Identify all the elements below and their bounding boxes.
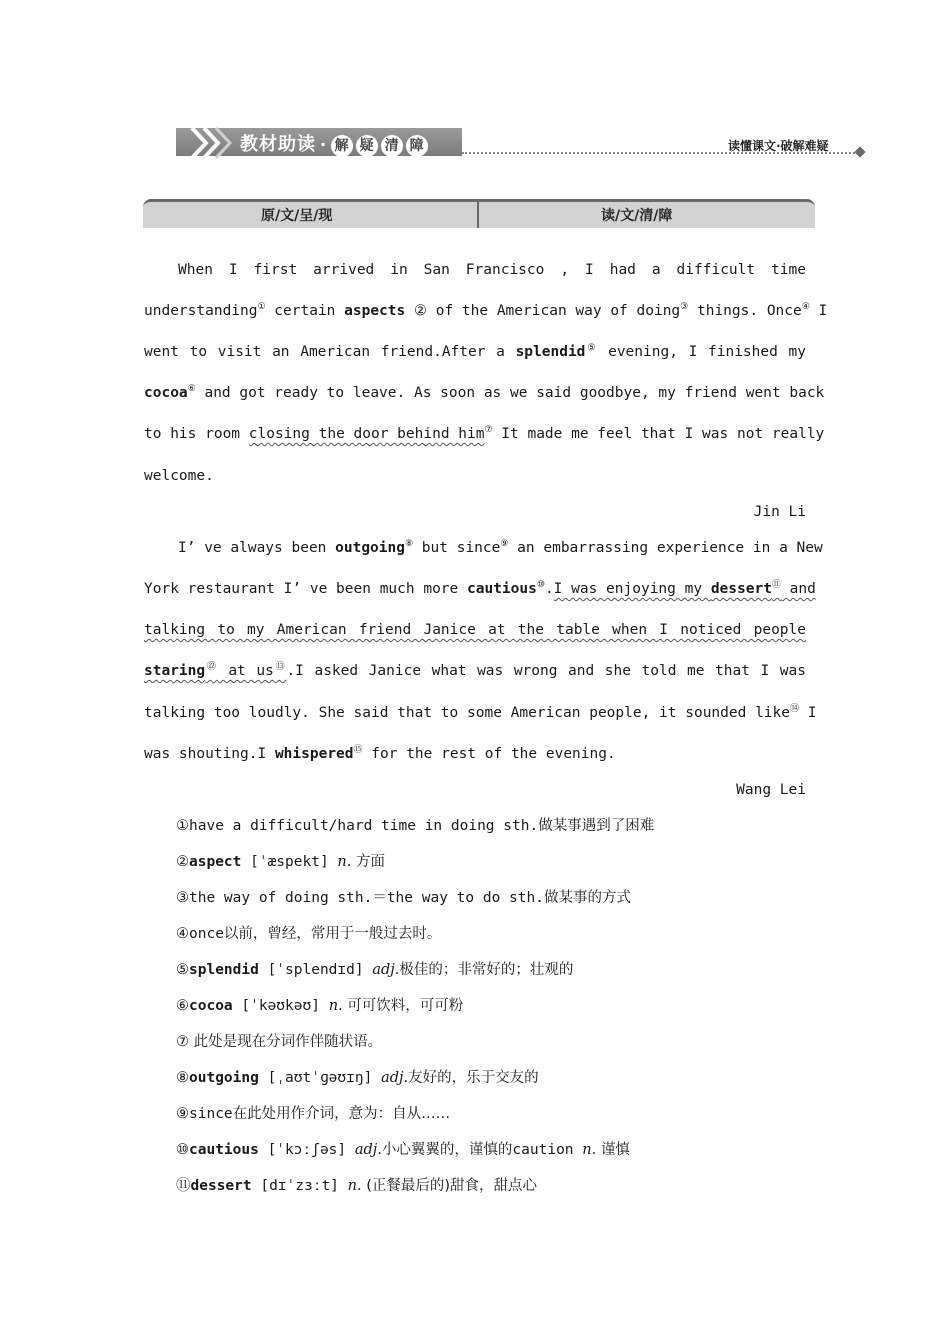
note-number: ③	[176, 890, 189, 906]
text-run: I was enjoying my	[553, 581, 711, 597]
text-run: was shouting.I	[144, 746, 275, 762]
note-english: the way of doing sth.＝the way to do sth.	[189, 890, 544, 906]
note-chinese: (正餐最后的)甜食，甜点心	[361, 1178, 538, 1194]
note-chinese: 在此处用作介词，意为：自从……	[232, 1106, 451, 1122]
passage2-line	[144, 661, 806, 681]
text-run: ② of the American way of doing	[405, 303, 681, 319]
note-pronunciation: [ˈkɔːʃəs]	[258, 1142, 355, 1158]
text-run: York restaurant I’ ve been much more	[144, 581, 468, 597]
note-item	[176, 960, 573, 980]
note-marker: ①	[257, 302, 266, 313]
note-item	[176, 1032, 382, 1052]
note-chinese: 极佳的；非常好的；壮观的	[399, 962, 574, 978]
note-number: ⑩	[176, 1142, 189, 1158]
text-run: I’ ve always been	[178, 540, 336, 556]
wavy-underlined-phrase: talking to my American friend Janice at the table when I noticed people	[144, 622, 806, 638]
note-chinese: 做某事遇到了困难	[538, 818, 655, 834]
note-item	[176, 1140, 630, 1160]
note-word: cautious	[189, 1142, 259, 1158]
text-run: I	[799, 705, 817, 721]
note-part-of-speech: n.	[328, 998, 343, 1014]
note-chinese: 以前，曾经，常用于一般过去时。	[223, 926, 442, 942]
banner-subtitle: 读懂课文·破解难疑	[728, 139, 829, 153]
note-part-of-speech: n.	[337, 854, 352, 870]
passage1-line	[144, 342, 806, 362]
wavy-underlined-phrase	[554, 581, 816, 597]
note-marker: ⑭	[790, 704, 800, 715]
text-run: I	[809, 303, 828, 319]
passage1-author: Jin Li	[753, 504, 806, 520]
keyword: dessert	[710, 581, 772, 597]
note-item	[176, 852, 385, 872]
keyword: staring	[144, 663, 206, 679]
passage2-line	[144, 620, 806, 640]
note-part-of-speech: n.	[582, 1142, 597, 1158]
note-marker: ⑥	[187, 384, 196, 395]
note-english: since	[189, 1106, 233, 1122]
note-number: ①	[176, 818, 189, 834]
text-run: talking too loudly. She said that to some American people, it sounded like	[144, 705, 791, 721]
note-word: dessert	[190, 1178, 252, 1194]
passage1-line	[144, 383, 825, 403]
note-pronunciation: [ˈsplendɪd]	[258, 962, 373, 978]
note-number: ⑧	[176, 1070, 189, 1086]
note-chinese: 此处是现在分词作伴随状语。	[189, 1034, 383, 1050]
text-run: evening, I finished my	[597, 344, 806, 360]
note-item	[176, 888, 631, 908]
header-reading-notes: 读/文/清/障	[601, 208, 673, 224]
text-run: to his room	[144, 426, 249, 442]
note-marker: ⑬	[273, 662, 287, 673]
note-item	[176, 996, 463, 1016]
banner-title-text: 教材助读	[240, 134, 316, 155]
chevron-right-icon	[186, 126, 246, 160]
note-marker: ⑦	[484, 425, 493, 436]
note-chinese: 方面	[351, 854, 385, 870]
text-run: understanding	[144, 303, 258, 319]
banner-separator: ·	[320, 135, 328, 154]
passage1-line: welcome.	[144, 468, 214, 484]
text-run: .I asked Janice what was wrong and she told me that I was	[286, 663, 806, 679]
banner-char: 解	[331, 135, 353, 157]
passage2-author: Wang Lei	[736, 782, 806, 798]
note-number: ④	[176, 926, 189, 942]
note-chinese: 小心翼翼的，谨慎的	[381, 1142, 513, 1158]
text-run: and got ready to leave. As soon as we said goodbye, my friend went back	[195, 385, 825, 401]
note-pronunciation: [ˌaʊtˈɡəʊɪŋ]	[258, 1070, 382, 1086]
note-part-of-speech: adj.	[354, 1142, 382, 1158]
note-word: cocoa	[189, 998, 233, 1014]
note-marker: ③	[680, 302, 689, 313]
note-marker: ⑩	[536, 580, 545, 591]
note-number: ⑥	[176, 998, 189, 1014]
banner-char: 疑	[356, 135, 378, 157]
note-marker: ⑤	[585, 343, 598, 354]
text-run: went to visit an American friend.After a	[144, 344, 516, 360]
passage1-line	[144, 424, 825, 444]
wavy-underlined-phrase: closing the door behind him	[248, 426, 485, 442]
note-item	[176, 1176, 537, 1196]
note-number: ⑨	[176, 1106, 189, 1122]
note-item	[176, 1104, 450, 1124]
diamond-icon	[854, 146, 865, 157]
passage2-line	[144, 579, 816, 599]
note-marker: ④	[801, 302, 810, 313]
text-run: It made me feel that I was not really	[492, 426, 825, 442]
note-part-of-speech: adj.	[381, 1070, 409, 1086]
keyword: cocoa	[144, 385, 188, 401]
note-chinese: 友好的，乐于交友的	[408, 1070, 539, 1086]
note-marker: ⑧	[404, 539, 414, 550]
text-run: certain	[265, 303, 345, 319]
banner-title	[240, 130, 431, 157]
header-divider	[477, 202, 479, 228]
note-marker: ⑫	[205, 662, 218, 673]
note-chinese: 谨慎	[596, 1142, 630, 1158]
note-word: outgoing	[189, 1070, 259, 1086]
note-pronunciation: [dɪˈzɜːt]	[251, 1178, 348, 1194]
note-part-of-speech: n.	[347, 1178, 362, 1194]
note-item	[176, 1068, 539, 1088]
note-item	[176, 816, 654, 836]
keyword: cautious	[467, 581, 537, 597]
note-number: ⑤	[176, 962, 189, 978]
passage2-line	[178, 538, 823, 558]
passage2-line	[144, 703, 817, 723]
note-english: have a difficult/hard time in doing sth.	[189, 818, 539, 834]
note-number: ⑦	[176, 1034, 189, 1050]
note-english: once	[189, 926, 224, 942]
note-pronunciation: [ˈæspekt]	[241, 854, 338, 870]
banner-char: 清	[381, 135, 403, 157]
keyword: whispered	[274, 746, 354, 762]
banner-char: 障	[406, 135, 428, 157]
keyword: splendid	[515, 344, 586, 360]
note-word: aspect	[189, 854, 242, 870]
text-run: and	[780, 581, 816, 597]
passage2-line	[144, 744, 806, 764]
keyword: aspects	[344, 303, 406, 319]
note-part-of-speech: adj.	[372, 962, 400, 978]
note-number: ⑪	[176, 1178, 191, 1194]
note-marker: ⑪	[771, 580, 781, 591]
note-marker: ⑨	[500, 539, 509, 550]
wavy-underlined-phrase	[144, 663, 286, 679]
note-chinese: 可可饮料，可可粉	[342, 998, 464, 1014]
header-original-text: 原/文/呈/现	[261, 208, 333, 224]
section-banner	[176, 126, 870, 160]
column-header	[143, 199, 815, 228]
passage1-line: When I first arrived in San Francisco , I had a difficult time	[178, 262, 806, 278]
text-run: but since	[413, 540, 501, 556]
passage1-line	[144, 301, 828, 321]
note-marker: ⑮	[353, 745, 363, 756]
note-chinese: 做某事的方式	[543, 890, 631, 906]
note-number: ②	[176, 854, 189, 870]
keyword: outgoing	[335, 540, 405, 556]
text-run: .	[544, 581, 554, 597]
note-item	[176, 924, 441, 944]
note-word: splendid	[189, 962, 259, 978]
note-english: caution	[512, 1142, 583, 1158]
note-pronunciation: [ˈkəʊkəʊ]	[232, 998, 329, 1014]
text-run: for the rest of the evening.	[362, 746, 616, 762]
text-run: things. Once	[688, 303, 802, 319]
text-run: at us	[217, 663, 274, 679]
text-run: an embarrassing experience in a New	[508, 540, 823, 556]
